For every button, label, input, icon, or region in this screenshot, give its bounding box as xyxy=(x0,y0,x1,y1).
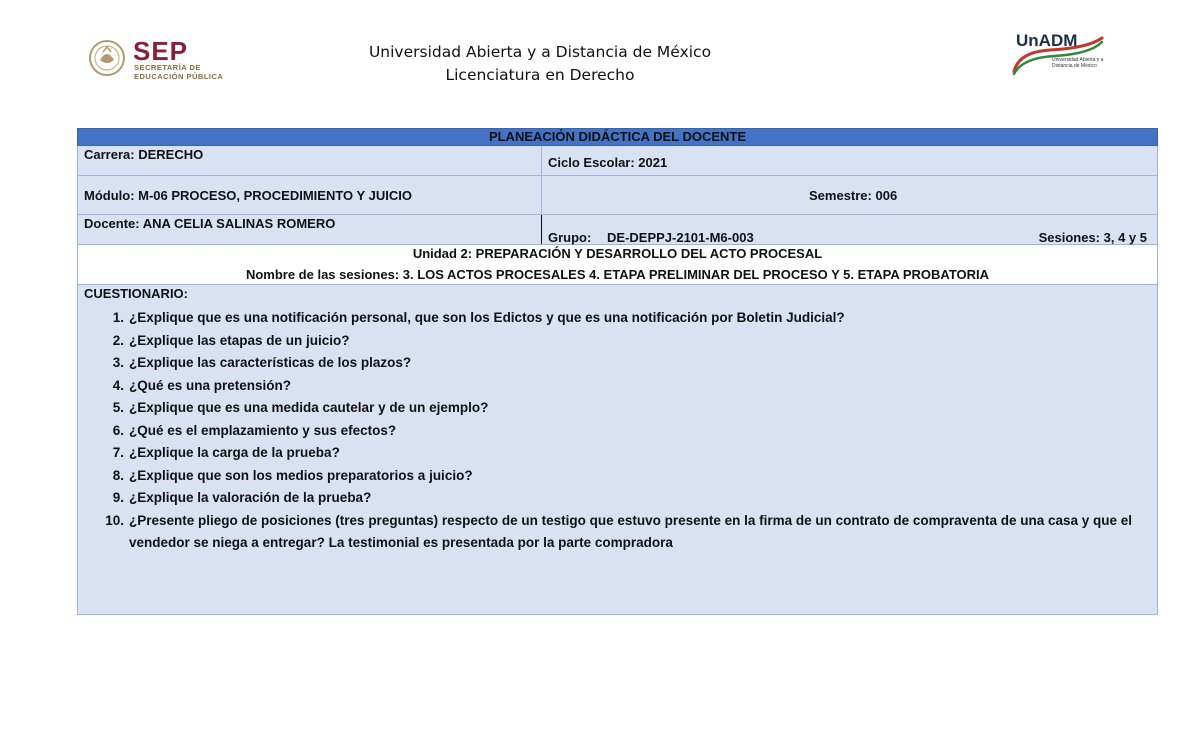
question-item: 10. ¿Presente pliego de posiciones (tres preguntas) respecto de un testigo que estuvo presente en la firma de un contrato de compraventa de una casa y que el vendedor se niega a entregar? La testimonial es presentada por la parte compradora xyxy=(105,512,1133,550)
cuestionario-label: CUESTIONARIO: xyxy=(84,286,188,301)
question-item: 2. ¿Explique las etapas de un juicio? xyxy=(112,332,350,348)
column-divider xyxy=(541,215,542,244)
question-item: 1. ¿Explique que es una notificación personal, que son los Edictos y que es una notificación por Boletin Judicial? xyxy=(112,310,845,325)
row-carrera xyxy=(77,146,1158,176)
university-title: Universidad Abierta y a Distancia de México xyxy=(368,43,712,61)
sep-logo xyxy=(88,36,224,81)
column-divider xyxy=(541,146,542,175)
question-item: 6. ¿Qué es el emplazamiento y sus efectos? xyxy=(112,422,397,438)
question-item: 7. ¿Explique la carga de la prueba? xyxy=(112,445,340,460)
sep-subtitle-line2: EDUCACIÓN PÚBLICA xyxy=(134,72,224,81)
national-seal-icon xyxy=(88,38,126,78)
docente-field: Docente: ANA CELIA SALINAS ROMERO xyxy=(84,216,336,231)
ciclo-field: Ciclo Escolar: 2021 xyxy=(548,155,668,170)
table-title: PLANEACIÓN DIDÁCTICA DEL DOCENTE xyxy=(77,128,1158,146)
modulo-field: Módulo: M-06 PROCESO, PROCEDIMIENTO Y JUICIO xyxy=(84,188,412,203)
unadm-logo xyxy=(1010,24,1108,82)
planning-table xyxy=(77,128,1158,615)
semestre-field: Semestre: 006 xyxy=(809,188,898,203)
unadm-logo-sub2: Distancia de México xyxy=(1052,63,1097,69)
row-docente xyxy=(77,215,1158,245)
column-divider xyxy=(541,176,542,214)
sep-subtitle-line1: SECRETARÍA DE xyxy=(134,63,201,72)
questions-list xyxy=(104,307,1144,555)
carrera-field: Carrera: DERECHO xyxy=(84,147,204,162)
sep-subtitle xyxy=(134,63,223,81)
grupo-label: Grupo: xyxy=(548,230,592,245)
question-item: 9. ¿Explique la valoración de la prueba? xyxy=(112,490,372,505)
row-cuestionario xyxy=(77,285,1158,615)
question-item: 5. ¿Explique que es una medida cautelar y de un ejemplo? xyxy=(112,400,489,415)
program-title: Licenciatura en Derecho xyxy=(445,66,635,84)
sesiones-names-field: Nombre de las sesiones: 3. LOS ACTOS PROCESALES 4. ETAPA PRELIMINAR DEL PROCESO Y 5. ETAPA PROBATORIA xyxy=(245,267,990,282)
unidad-field: Unidad 2: PREPARACIÓN Y DESARROLLO DEL ACTO PROCESAL xyxy=(412,246,823,261)
row-modulo xyxy=(77,176,1158,215)
question-item: 8. ¿Explique que son los medios preparatorios a juicio? xyxy=(112,467,473,483)
question-item: 3. ¿Explique las características de los plazos? xyxy=(112,355,412,370)
grupo-value: DE-DEPPJ-2101-M6-003 xyxy=(607,230,754,245)
question-item: 4. ¿Qué es una pretensión? xyxy=(112,377,292,393)
unadm-logo-text: UnADM xyxy=(1016,31,1078,50)
sesiones-field: Sesiones: 3, 4 y 5 xyxy=(1038,230,1147,245)
row-unidad xyxy=(77,245,1158,285)
sep-wordmark: SEP xyxy=(133,36,189,66)
unadm-logo-sub1: Universidad Abierta y a xyxy=(1052,57,1104,63)
